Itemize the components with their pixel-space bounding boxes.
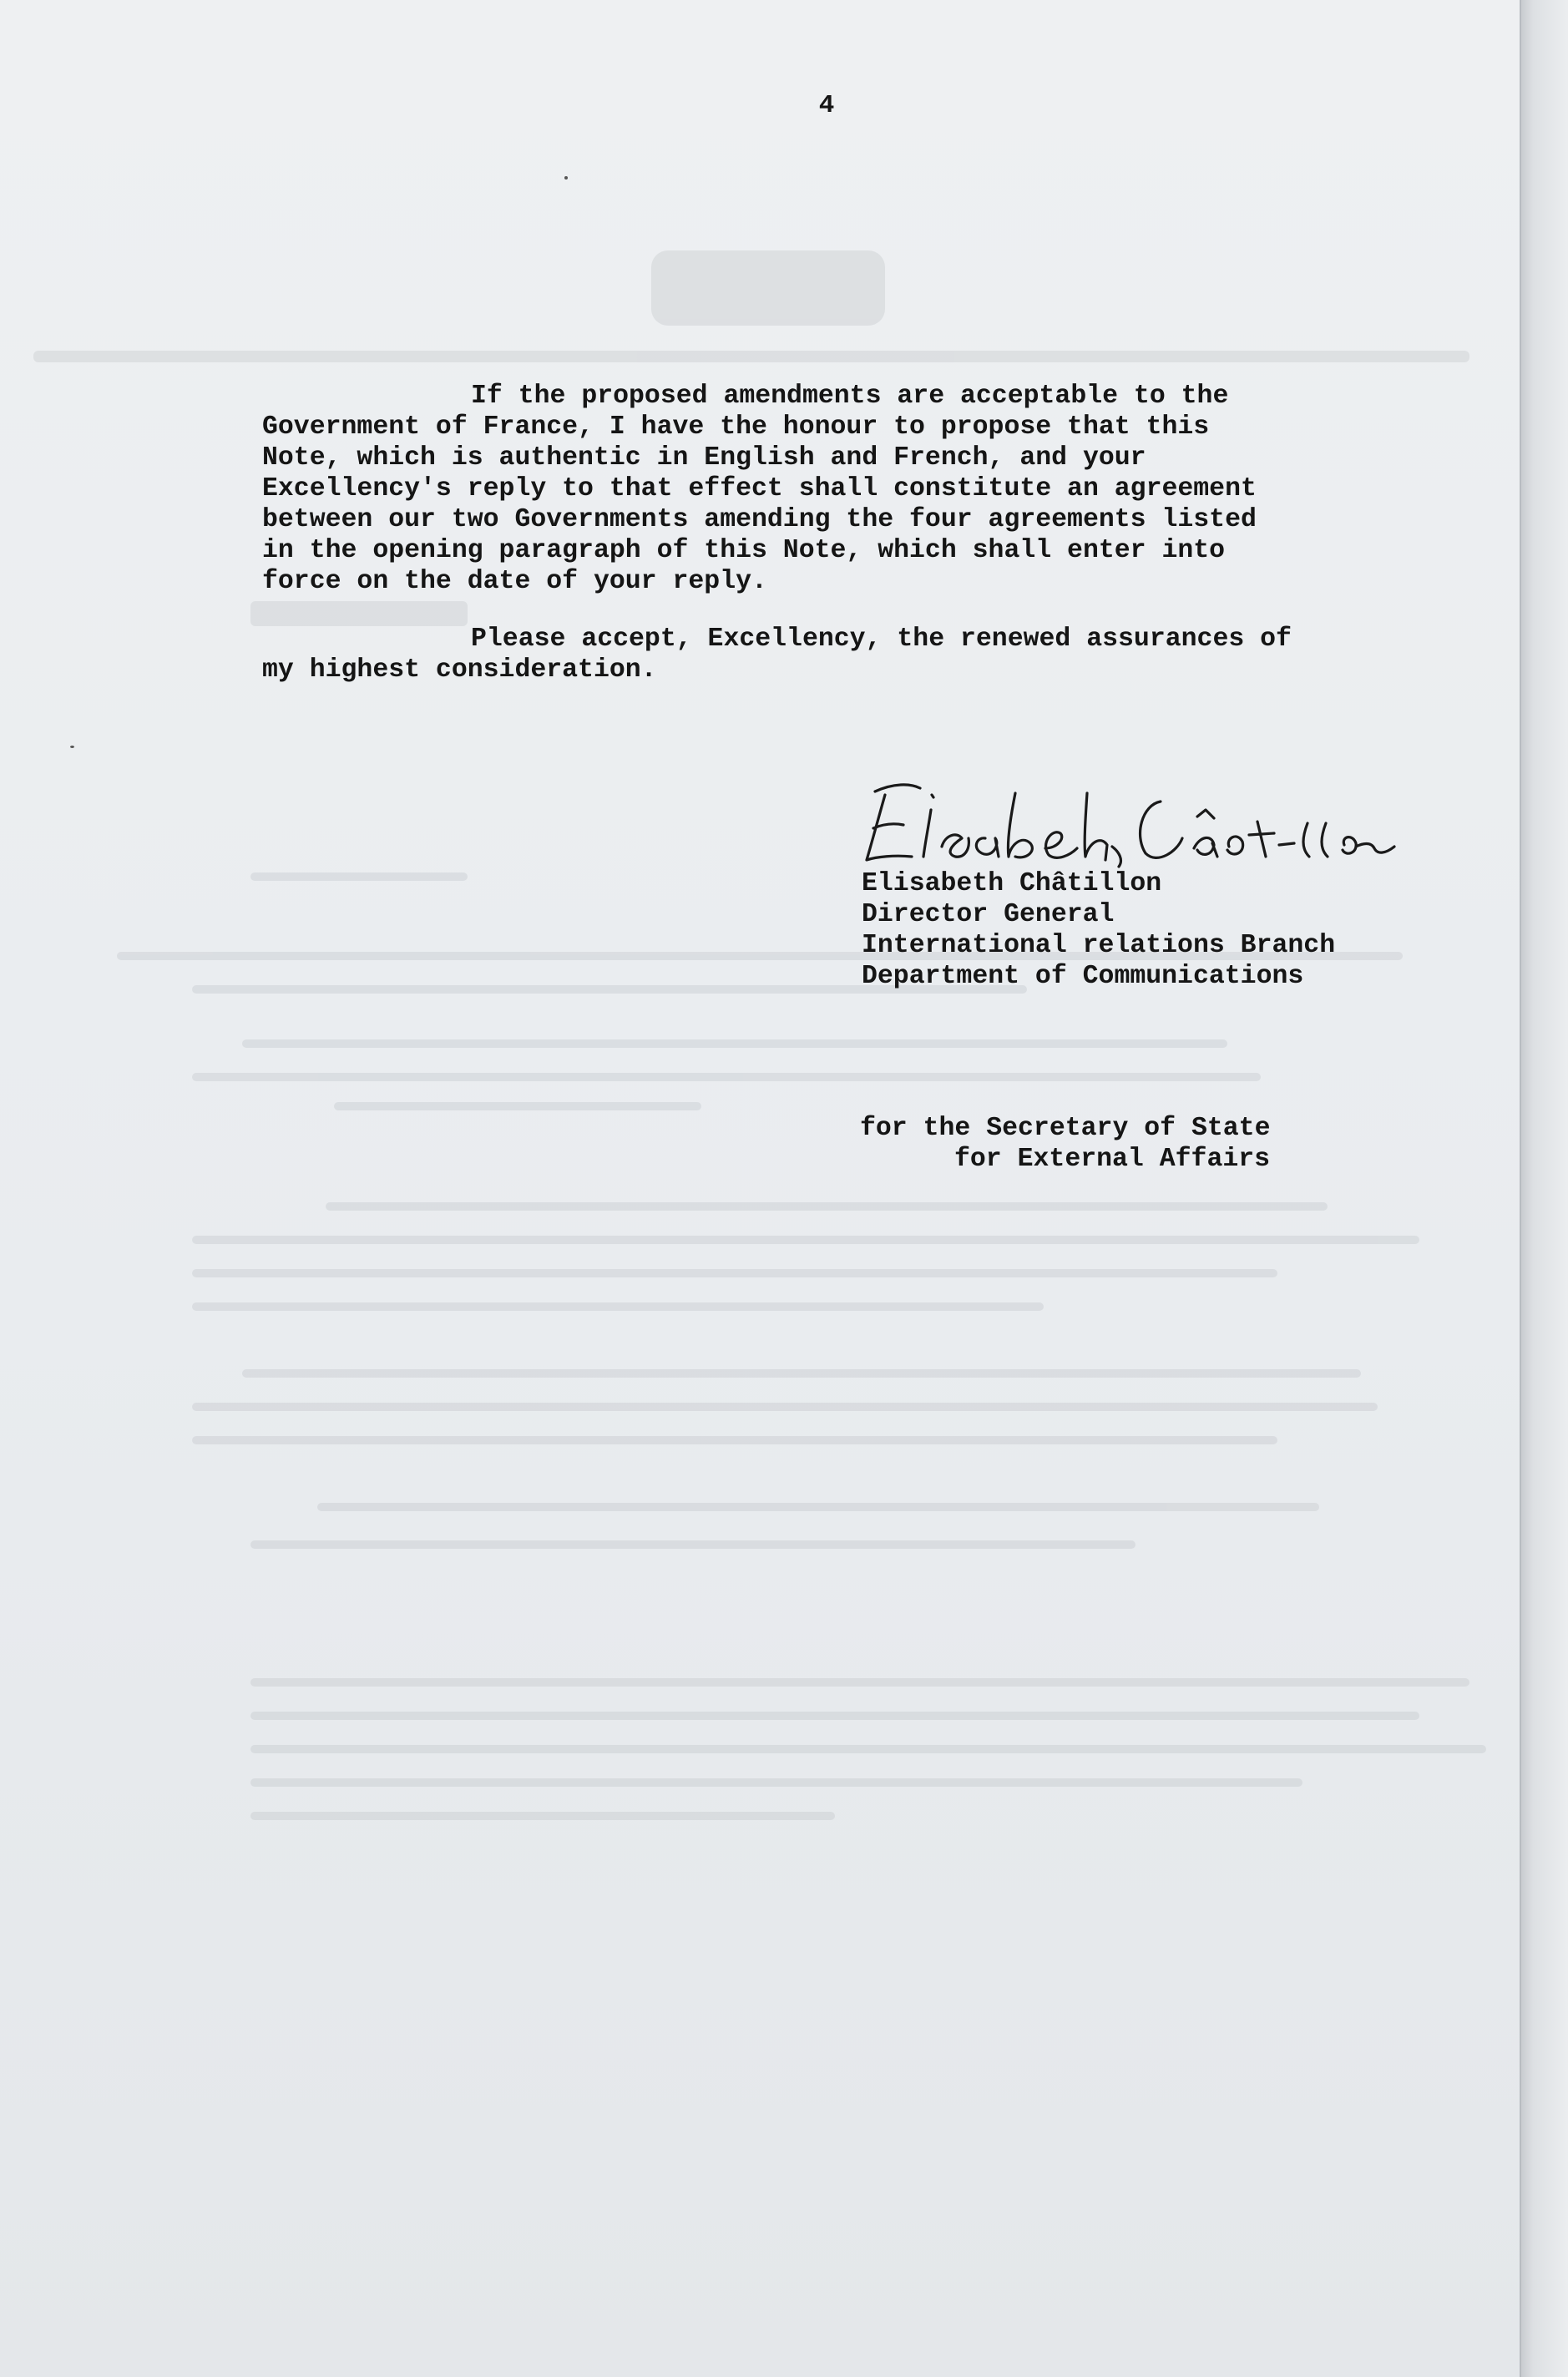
speck-mark [70,746,74,748]
closing-paragraph: Please accept, Excellency, the renewed assurances of my highest consideration. [262,625,1292,685]
on-behalf-line-1: for the Secretary of State [860,1114,1271,1143]
signatory-title: Director General [862,900,1115,929]
signature-block [862,868,1429,992]
signatory-department: Department of Communications [862,962,1304,991]
letter-paragraph: If the proposed amendments are acceptable to the Government of France, I have the honour to propose that this Note, which is authentic in English and French, and your Excellency's reply to that effect shall constitute an agreement between our two Governments amending the four agreements listed in the opening paragraph of this Note, which shall enter into force on the date of your reply. [262,382,1257,596]
on-behalf-block [860,1113,1444,1175]
signature-drawing [852,776,1403,868]
page-edge-shadow [1520,0,1568,2377]
handwritten-signature [852,776,1403,868]
signatory-name: Elisabeth Châtillon [862,869,1162,898]
signatory-branch: International relations Branch [862,931,1336,960]
on-behalf-line-2: for External Affairs [954,1145,1271,1174]
page-number: 4 [818,91,835,120]
speck-mark [564,176,568,180]
